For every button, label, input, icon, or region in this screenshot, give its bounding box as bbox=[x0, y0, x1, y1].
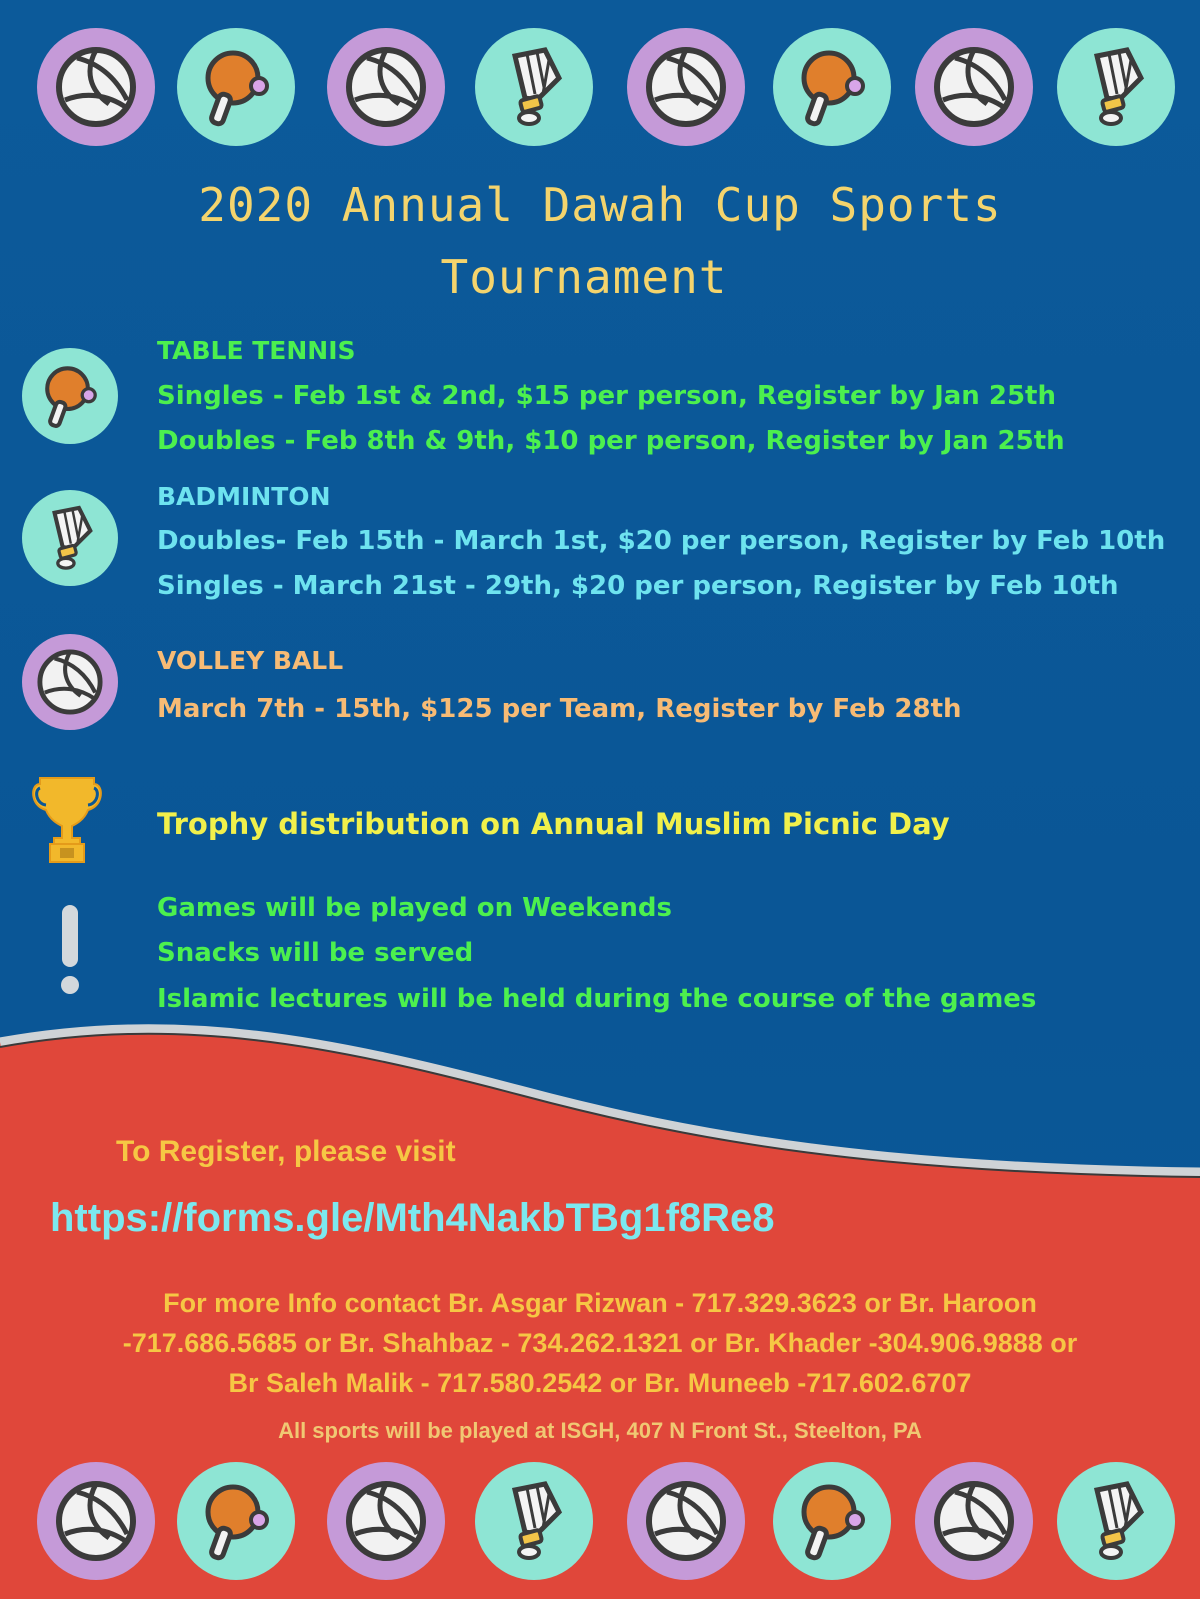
page-title-line2: Tournament bbox=[440, 250, 728, 304]
page-title-line1: 2020 Annual Dawah Cup Sports bbox=[198, 178, 1002, 232]
bottom-icon-row bbox=[0, 1462, 1200, 1586]
shuttlecock-icon bbox=[1057, 1462, 1175, 1580]
shuttlecock-icon bbox=[475, 28, 593, 146]
volleyball-icon bbox=[627, 28, 745, 146]
register-link[interactable]: https://forms.gle/Mth4NakbTBg1f8Re8 bbox=[50, 1196, 775, 1240]
volleyball-icon bbox=[22, 634, 118, 730]
volleyball-icon bbox=[627, 1462, 745, 1580]
ping-pong-paddle-icon bbox=[177, 1462, 295, 1580]
trophy-text: Trophy distribution on Annual Muslim Picnic Day bbox=[157, 807, 950, 841]
top-icon-row bbox=[0, 28, 1200, 152]
exclamation-icon bbox=[58, 905, 82, 995]
shuttlecock-icon bbox=[22, 490, 118, 586]
contact-line: Br Saleh Malik - 717.580.2542 or Br. Muneeb -717.602.6707 bbox=[228, 1368, 972, 1398]
note-line: Snacks will be served bbox=[157, 938, 474, 968]
volleyball-heading: VOLLEY BALL bbox=[157, 646, 344, 675]
contact-line: For more Info contact Br. Asgar Rizwan - 717.329.3623 or Br. Haroon bbox=[163, 1288, 1037, 1318]
badminton-heading: BADMINTON bbox=[157, 482, 331, 511]
volleyball-icon bbox=[915, 28, 1033, 146]
table-tennis-line: Doubles - Feb 8th & 9th, $10 per person, Register by Jan 25th bbox=[157, 426, 1065, 456]
ping-pong-paddle-icon bbox=[773, 1462, 891, 1580]
note-line: Islamic lectures will be held during the course of the games bbox=[157, 984, 1037, 1014]
ping-pong-paddle-icon bbox=[773, 28, 891, 146]
volleyball-icon bbox=[37, 28, 155, 146]
volleyball-icon bbox=[915, 1462, 1033, 1580]
volleyball-icon bbox=[327, 28, 445, 146]
ping-pong-paddle-icon bbox=[22, 348, 118, 444]
contact-line: -717.686.5685 or Br. Shahbaz - 734.262.1321 or Br. Khader -304.906.9888 or bbox=[122, 1328, 1078, 1358]
register-label: To Register, please visit bbox=[116, 1135, 456, 1168]
badminton-line: Doubles- Feb 15th - March 1st, $20 per person, Register by Feb 10th bbox=[157, 526, 1166, 556]
volleyball-icon bbox=[37, 1462, 155, 1580]
table-tennis-heading: TABLE TENNIS bbox=[157, 336, 356, 365]
shuttlecock-icon bbox=[475, 1462, 593, 1580]
note-line: Games will be played on Weekends bbox=[157, 893, 673, 923]
ping-pong-paddle-icon bbox=[177, 28, 295, 146]
contact-info bbox=[40, 1283, 1160, 1403]
shuttlecock-icon bbox=[1057, 28, 1175, 146]
table-tennis-line: Singles - Feb 1st & 2nd, $15 per person, Register by Jan 25th bbox=[157, 381, 1056, 411]
badminton-line: Singles - March 21st - 29th, $20 per person, Register by Feb 10th bbox=[157, 571, 1119, 601]
venue-text: All sports will be played at ISGH, 407 N Front St., Steelton, PA bbox=[278, 1418, 922, 1443]
volleyball-line: March 7th - 15th, $125 per Team, Register by Feb 28th bbox=[157, 694, 962, 724]
volleyball-icon bbox=[327, 1462, 445, 1580]
trophy-icon bbox=[30, 772, 104, 864]
